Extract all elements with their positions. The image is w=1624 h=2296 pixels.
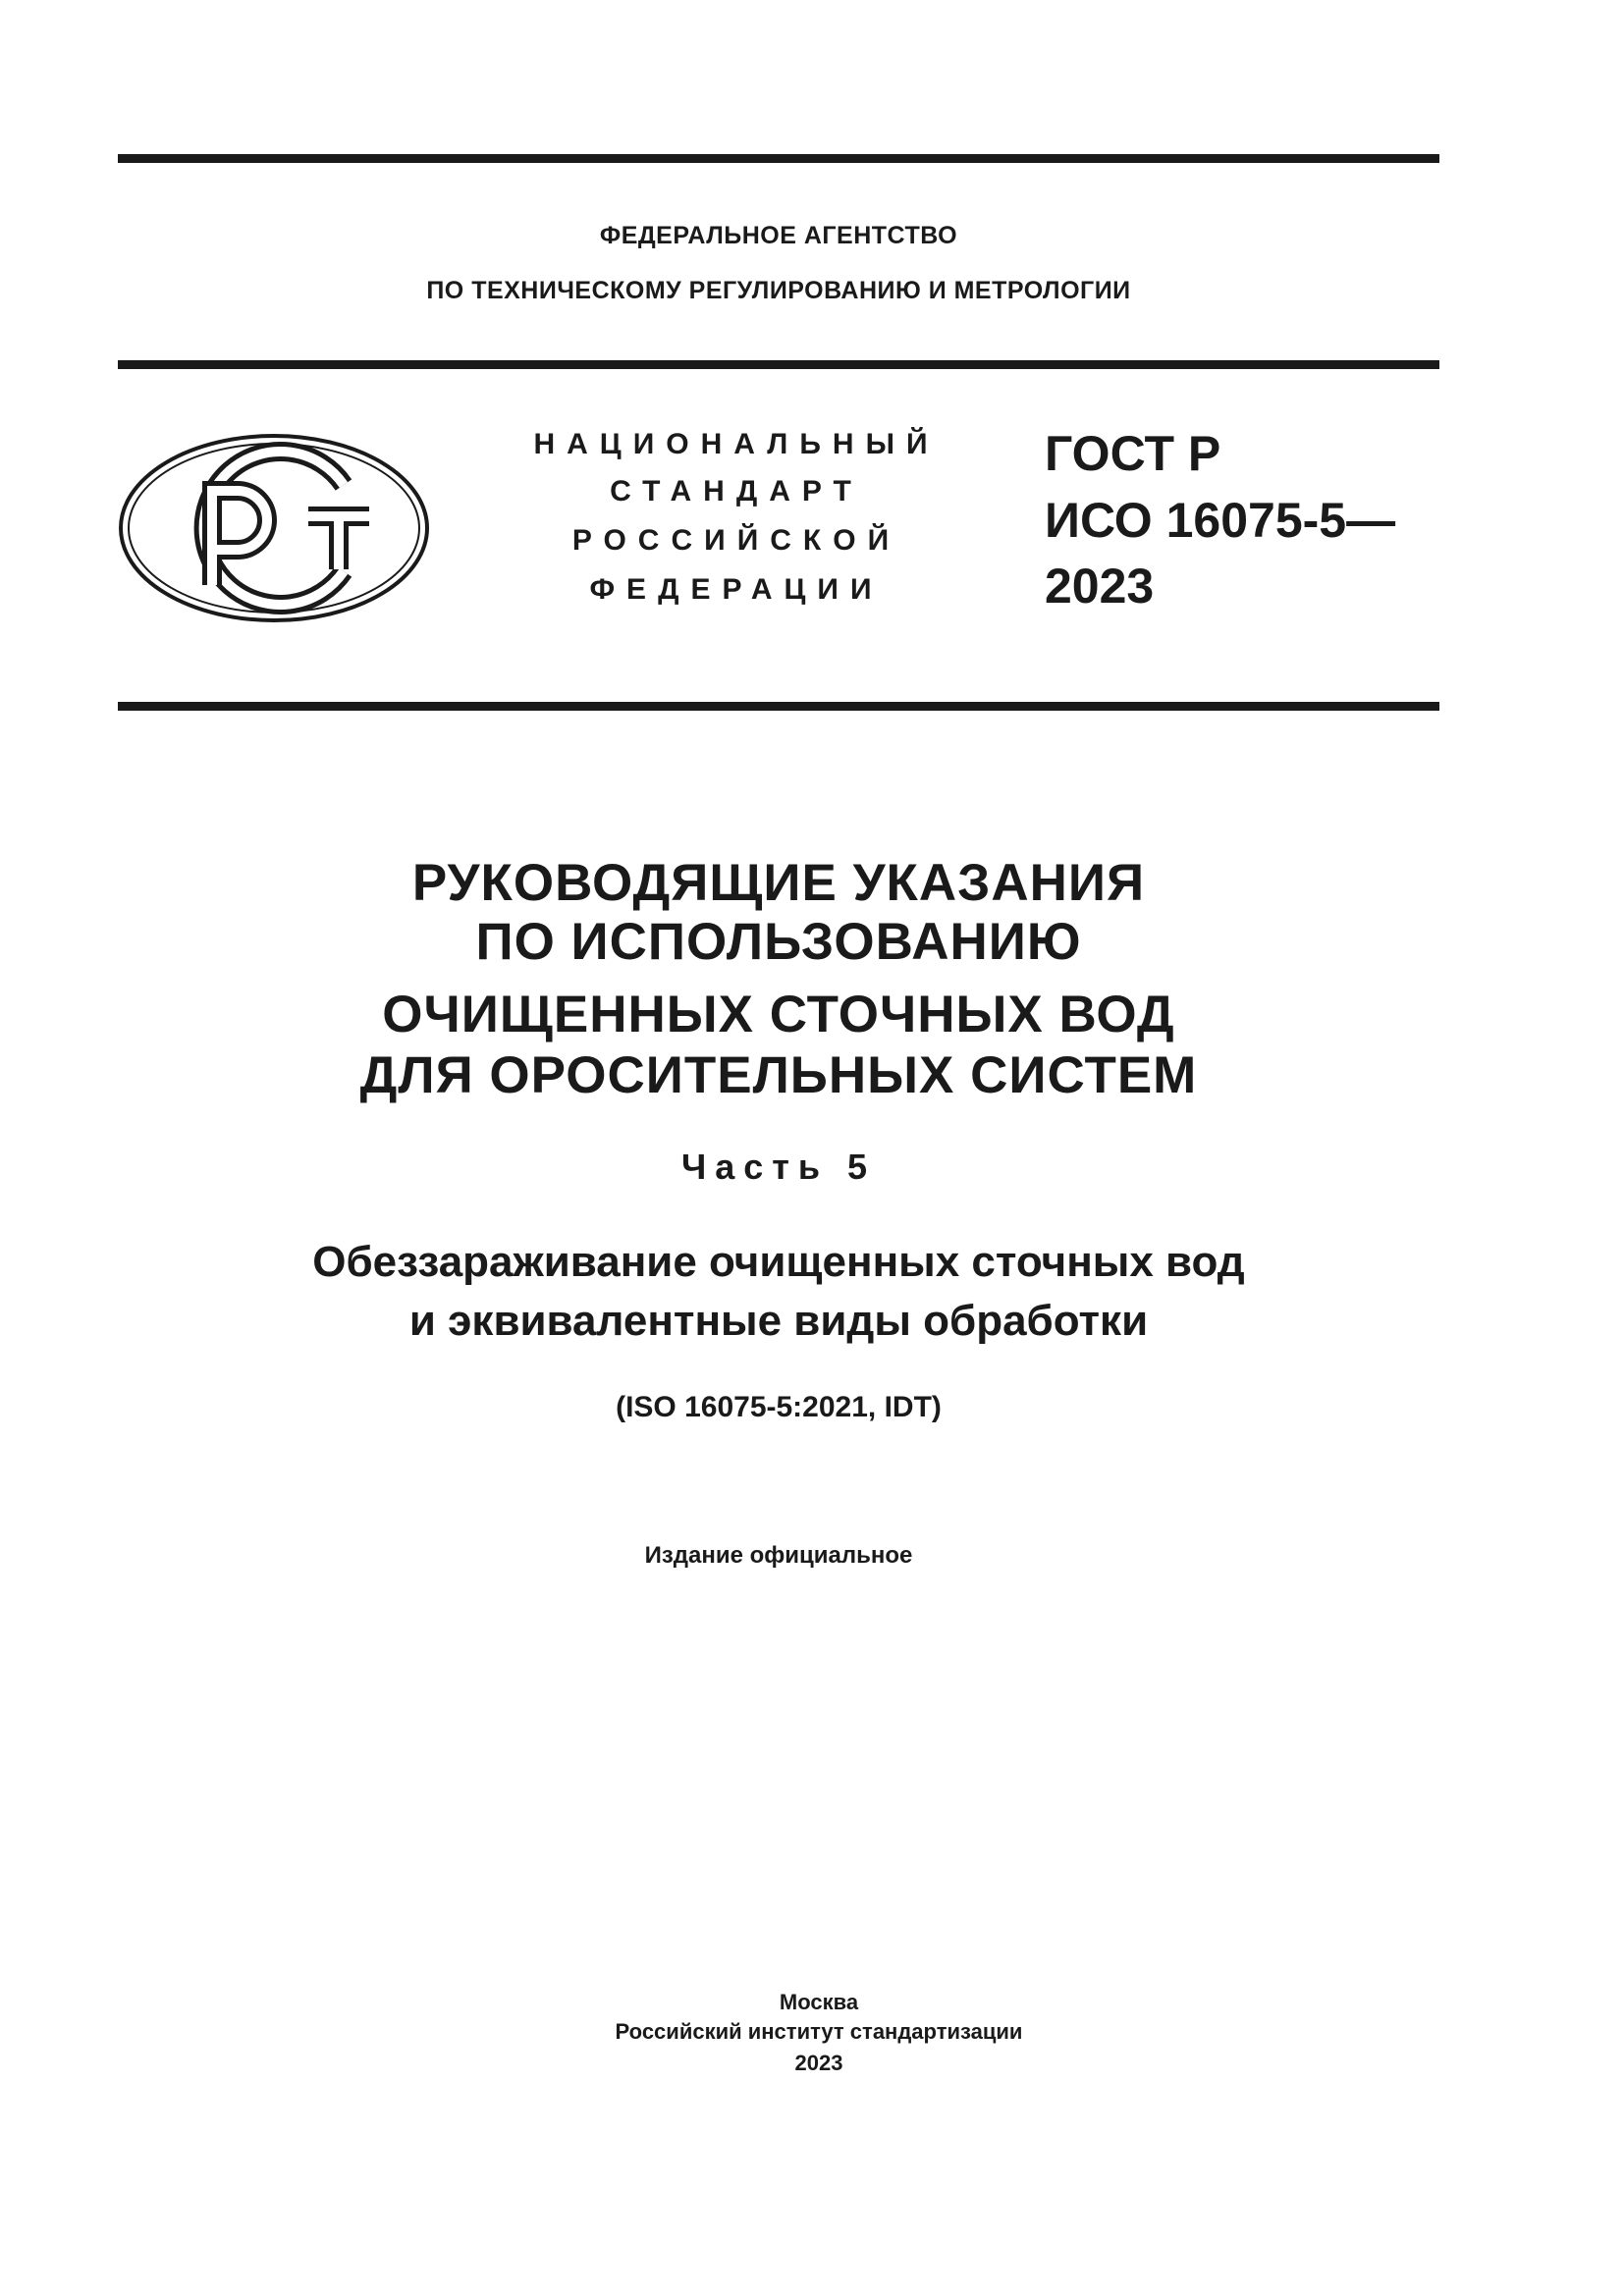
designation-line1: ГОСТ Р — [1045, 426, 1221, 481]
part-subtitle-line2: и эквивалентные виды обработки — [408, 1297, 1149, 1345]
standard-type-line4: ФЕДЕРАЦИИ — [589, 573, 884, 606]
agency-name-line1: ФЕДЕРАЛЬНОЕ АГЕНТСТВО — [599, 222, 958, 249]
agency-name-line2: ПО ТЕХНИЧЕСКОМУ РЕГУЛИРОВАНИЮ И МЕТРОЛОГИИ — [426, 277, 1131, 304]
document-title-line2: ПО ИСПОЛЬЗОВАНИЮ — [475, 913, 1082, 971]
standard-type-line3: РОССИЙСКОЙ — [571, 524, 901, 557]
standard-type-line2: СТАНДАРТ — [610, 475, 863, 507]
part-label: Часть 5 — [680, 1147, 877, 1187]
edition-label: Издание официальное — [644, 1542, 913, 1569]
document-title-line1: РУКОВОДЯЩИЕ УКАЗАНИЯ — [411, 854, 1146, 912]
document-title-line3: ОЧИЩЕННЫХ СТОЧНЫХ ВОД — [382, 986, 1175, 1043]
part-subtitle-line1: Обеззараживание очищенных сточных вод — [312, 1238, 1245, 1286]
publisher-city: Москва — [779, 1990, 859, 2014]
title-block-divider — [118, 702, 1439, 711]
designation-line2: ИСО 16075-5— — [1045, 493, 1396, 548]
publication-year: 2023 — [794, 2051, 843, 2075]
designation-line3: 2023 — [1045, 559, 1155, 614]
document-title-line4: ДЛЯ ОРОСИТЕЛЬНЫХ СИСТЕМ — [359, 1046, 1198, 1104]
publisher-organization: Российский институт стандартизации — [615, 2019, 1023, 2044]
rst-certification-mark-icon — [116, 430, 432, 626]
header-divider — [118, 360, 1439, 369]
top-divider — [118, 154, 1439, 163]
standard-type-line1: НАЦИОНАЛЬНЫЙ — [533, 428, 940, 460]
iso-reference: (ISO 16075-5:2021, IDT) — [616, 1391, 942, 1423]
